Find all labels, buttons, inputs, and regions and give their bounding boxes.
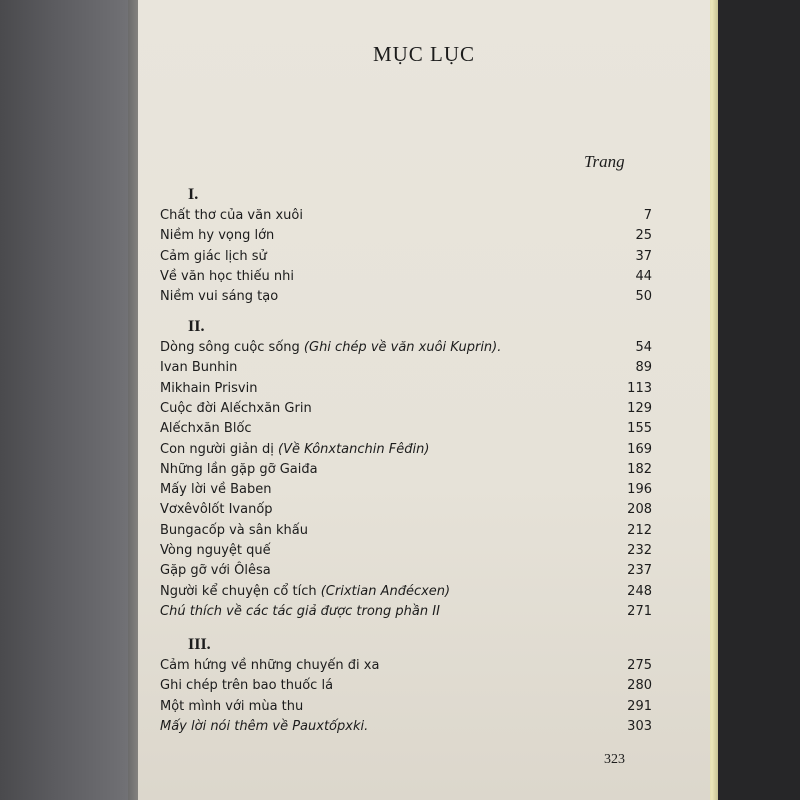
toc-entry-title <box>160 440 429 460</box>
toc-entry <box>160 226 652 246</box>
page-number: 323 <box>604 752 625 767</box>
toc-entry-note: (Crixtian Anđécxen) <box>320 583 451 599</box>
toc-entry <box>160 500 652 520</box>
toc-entry-title <box>160 561 271 581</box>
toc-entry-title <box>160 541 271 561</box>
toc-entry-title-text: Niềm vui sáng tạo <box>160 289 279 305</box>
toc-entry-title-text: Cuộc đời Alếchxăn Grin <box>160 400 312 416</box>
toc-entry-title-text: Bungacốp và sân khấu <box>160 522 308 538</box>
book-page <box>138 0 710 800</box>
toc-entry-page: 25 <box>635 228 652 244</box>
toc-entry-title-text: Mấy lời nói thêm về Pauxtốpxki. <box>160 718 369 734</box>
toc-entry-title <box>160 521 308 541</box>
toc-entry-title <box>160 419 252 439</box>
toc-entry-title-text: Vơxêvôlốt Ivanốp <box>160 502 273 518</box>
desk-background-left <box>0 0 140 800</box>
toc-entry <box>160 287 652 307</box>
toc-entry-title <box>160 206 303 226</box>
toc-entry-title-text: Dòng sông cuộc sống <box>160 340 304 355</box>
toc-entry-page: 129 <box>627 400 652 416</box>
toc-entry-title-text: Một mình với mùa thu <box>160 698 304 714</box>
page-column-header: Trang <box>584 152 625 171</box>
toc-entry-title-text: Cảm giác lịch sử <box>160 248 267 264</box>
toc-entry-page: 237 <box>627 563 652 579</box>
toc-entry-title-text: Alếchxăn Blốc <box>160 421 252 437</box>
toc-entry-title <box>160 582 450 602</box>
toc-entry-page: 303 <box>627 718 652 734</box>
toc-entry-page: 232 <box>627 543 652 558</box>
toc-entry-page: 291 <box>627 698 652 714</box>
toc-entry-title <box>160 602 440 622</box>
toc-entry-title-text: Ghi chép trên bao thuốc lá <box>160 678 334 694</box>
toc-entry <box>160 602 652 622</box>
toc-entry-title-text: Vòng nguyệt quế <box>160 543 271 558</box>
toc-entry-page: 280 <box>627 678 652 694</box>
toc-entry-title <box>160 358 237 378</box>
toc-entry-page: 155 <box>627 421 652 437</box>
toc-entry <box>160 697 652 717</box>
toc-entry <box>160 399 652 419</box>
toc-entry-title-text: Chú thích về các tác giả được trong phần II <box>160 603 440 619</box>
desk-background-right <box>708 0 800 800</box>
toc-entry-page: 113 <box>627 380 652 396</box>
toc-entry-title-text: Mikhain Prisvin <box>160 380 258 396</box>
toc-entry-title <box>160 460 318 480</box>
toc-entry <box>160 521 652 541</box>
toc-entry-title <box>160 480 272 500</box>
toc-entry-title-text: Ivan Bunhin <box>160 360 238 376</box>
toc-entry <box>160 338 652 358</box>
toc-entry-page: 50 <box>635 289 652 305</box>
toc-entry-page: 196 <box>627 482 652 498</box>
toc-entry <box>160 541 652 561</box>
toc-entry <box>160 247 652 267</box>
toc-entry-page: 7 <box>643 208 652 223</box>
toc-entry-title <box>160 500 273 520</box>
toc-entry <box>160 440 652 460</box>
toc-entry-title <box>160 399 312 419</box>
toc-entry-title-text: Gặp gỡ với Ôlêsa <box>160 563 271 579</box>
toc-entry-title <box>160 697 303 717</box>
toc-entry-title-text: Chất thơ của văn xuôi <box>160 208 303 223</box>
toc-entry <box>160 206 652 226</box>
toc-entry-note: (Ghi chép về văn xuôi Kuprin). <box>303 340 502 355</box>
toc-entry-page: 275 <box>627 658 652 673</box>
toc-entry <box>160 656 652 676</box>
toc-entry-title <box>160 247 267 267</box>
toc-entry-title-text: Người kể chuyện cổ tích <box>160 583 321 599</box>
toc-entry-title <box>160 267 294 287</box>
toc-entry <box>160 676 652 696</box>
toc-entry-title-text: Cảm hứng về những chuyến đi xa <box>160 658 380 673</box>
toc-entry-page: 212 <box>627 522 652 538</box>
toc-entry-title <box>160 287 278 307</box>
toc-entry <box>160 717 652 737</box>
toc-entry <box>160 267 652 287</box>
toc-entry <box>160 358 652 378</box>
toc-entry-page: 44 <box>635 268 652 284</box>
toc-entry <box>160 561 652 581</box>
toc-entry-page: 271 <box>627 603 652 619</box>
toc-entry-page: 182 <box>627 461 652 477</box>
toc-entry-page: 54 <box>635 340 652 355</box>
toc-entry <box>160 582 652 602</box>
toc-entry-title-text: Niềm hy vọng lớn <box>160 228 275 244</box>
toc-entry-title <box>160 717 368 737</box>
toc-entry-title <box>160 338 501 358</box>
toc-entry-title <box>160 676 333 696</box>
toc-entry <box>160 480 652 500</box>
toc-entry-page: 208 <box>627 502 652 518</box>
toc-entry-page: 248 <box>627 583 652 599</box>
toc-entry <box>160 419 652 439</box>
toc-entry-title <box>160 379 257 399</box>
toc-entry-title <box>160 656 379 676</box>
toc-entry-note: (Về Kônxtanchin Fêđin) <box>278 441 430 457</box>
toc-entry-page: 89 <box>635 360 652 376</box>
toc-entry-title-text: Mấy lời về Baben <box>160 482 272 498</box>
toc-entry-title-text: Con người giản dị <box>160 441 279 457</box>
section-label: I. <box>188 186 199 203</box>
toc-entry <box>160 460 652 480</box>
section-label: II. <box>188 318 205 335</box>
toc-entry-title-text: Về văn học thiếu nhi <box>160 268 294 284</box>
toc-entry-title <box>160 226 274 246</box>
toc-entry-page: 169 <box>627 441 652 457</box>
page-title: MỤC LỤC <box>372 42 476 66</box>
section-label: III. <box>188 636 211 653</box>
toc-entry-page: 37 <box>635 248 652 264</box>
toc-entry <box>160 379 652 399</box>
toc-entry-title-text: Những lần gặp gỡ Gaiđa <box>160 461 318 477</box>
